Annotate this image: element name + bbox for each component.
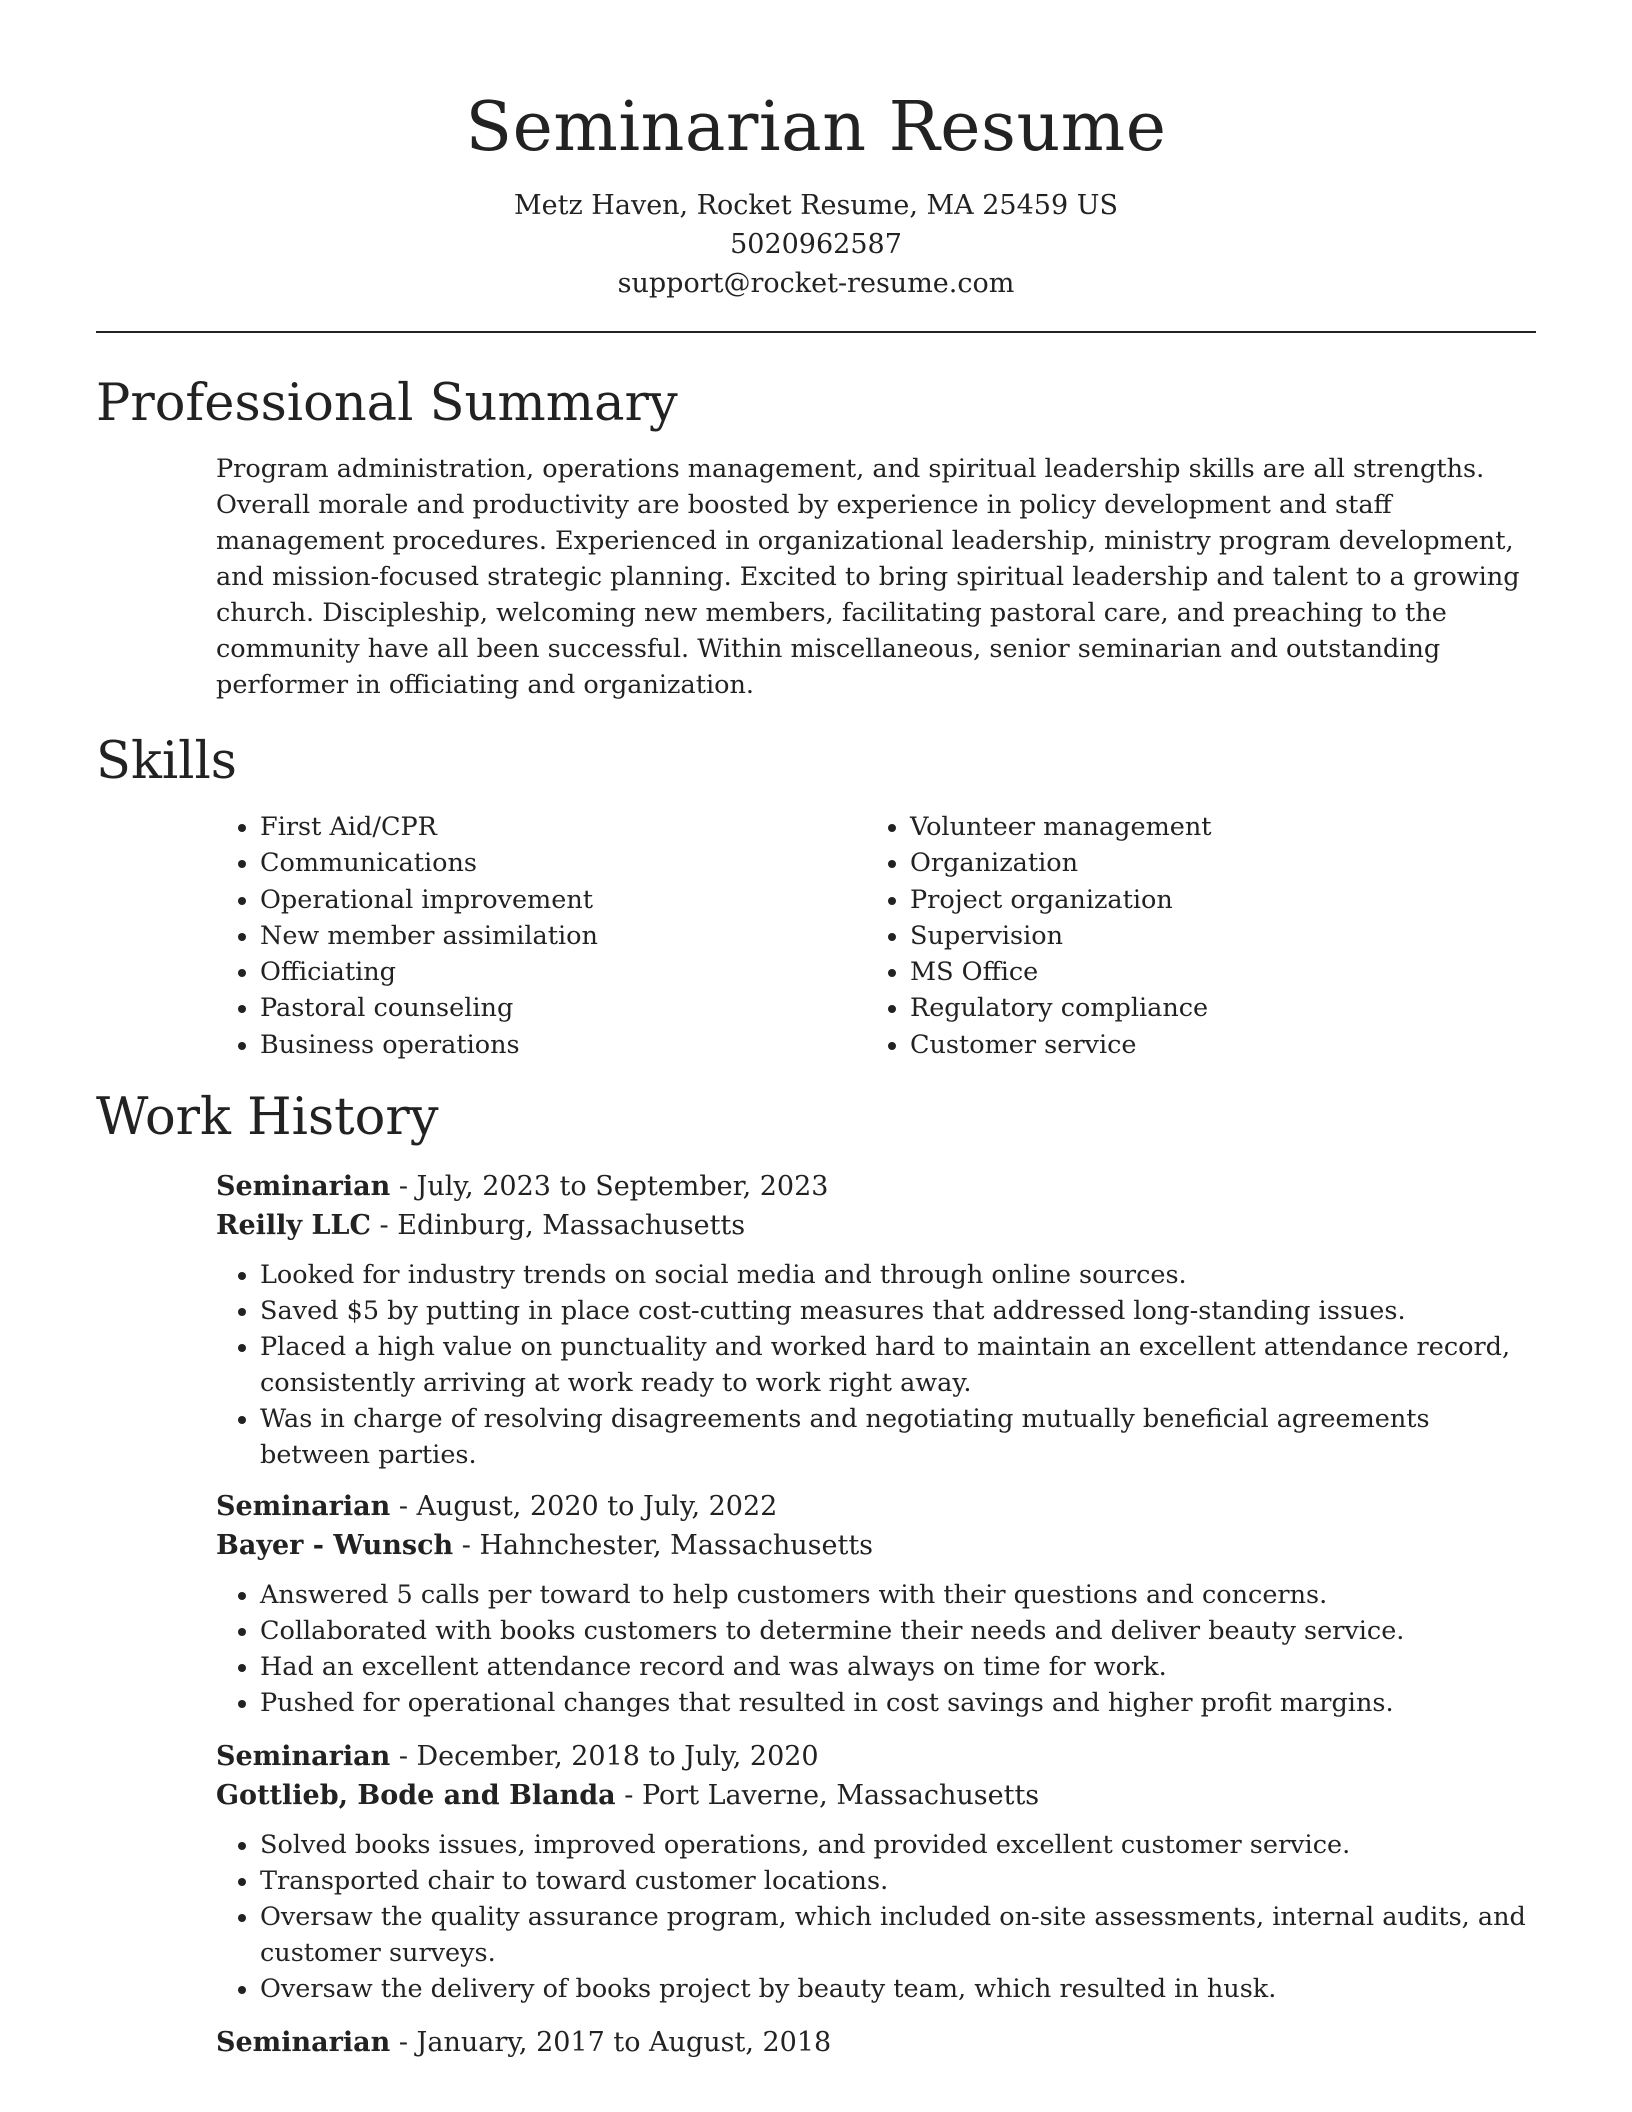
resume-page	[96, 0, 1536, 2062]
job-company-line: Gottlieb, Bode and Blanda - Port Laverne, Massachusetts	[216, 1780, 1040, 1812]
job-title-line: Seminarian - January, 2017 to August, 2018	[216, 2027, 832, 2059]
job-entry	[216, 1737, 1536, 2007]
job-entry	[216, 1167, 1536, 1473]
job-bullet: • Looked for industry trends on social media and through online sources.	[260, 1257, 1536, 1293]
skills-column-right	[864, 809, 1510, 1063]
job-company: Bayer - Wunsch	[216, 1530, 454, 1562]
job-dates: December, 2018 to July, 2020	[416, 1741, 819, 1773]
job-bullet: • Oversaw the quality assurance program, which included on-site assessments, internal audits, and customer surveys.	[260, 1899, 1536, 1971]
skill-item: • First Aid/CPR	[260, 809, 864, 845]
job-title: Seminarian	[216, 1171, 391, 1203]
job-company-line: Bayer - Wunsch - Hahnchester, Massachusetts	[216, 1530, 874, 1562]
job-bullet: • Was in charge of resolving disagreements and negotiating mutually beneficial agreements between parties.	[260, 1401, 1536, 1473]
job-dates: August, 2020 to July, 2022	[416, 1491, 778, 1523]
summary-heading: Professional Summary	[96, 374, 678, 433]
job-bullet: • Placed a high value on punctuality and worked hard to maintain an excellent attendance record, consistently arriving at work ready to work right away.	[260, 1329, 1536, 1401]
skill-item: • New member assimilation	[260, 918, 864, 954]
resume-title: Seminarian Resume	[465, 88, 1167, 167]
skill-item: • Communications	[260, 845, 864, 881]
job-entry	[216, 2023, 1536, 2062]
job-location: Hahnchester, Massachusetts	[479, 1530, 874, 1562]
job-location: Edinburg, Massachusetts	[397, 1210, 746, 1242]
job-bullet: • Solved books issues, improved operations, and provided excellent customer service.	[260, 1827, 1536, 1863]
job-title-line: Seminarian - December, 2018 to July, 2020	[216, 1741, 819, 1773]
skill-item: • Organization	[910, 845, 1510, 881]
work-history-heading: Work History	[96, 1088, 439, 1148]
job-title: Seminarian	[216, 1741, 391, 1773]
job-title: Seminarian	[216, 1491, 391, 1523]
skill-item: • Officiating	[260, 954, 864, 990]
job-dates: July, 2023 to September, 2023	[416, 1171, 829, 1203]
skill-item: • Volunteer management	[910, 809, 1510, 845]
job-bullet: • Had an excellent attendance record and was always on time for work.	[260, 1649, 1536, 1685]
job-bullet: • Pushed for operational changes that resulted in cost savings and higher profit margins.	[260, 1685, 1536, 1721]
job-location: Port Laverne, Massachusetts	[641, 1780, 1040, 1812]
contact-phone: 5020962587	[730, 229, 902, 260]
skills-column-left	[216, 809, 864, 1063]
job-bullets	[216, 1577, 1536, 1721]
job-bullet: • Collaborated with books customers to determine their needs and deliver beauty service.	[260, 1613, 1536, 1649]
job-company: Gottlieb, Bode and Blanda	[216, 1780, 616, 1812]
skills-heading: Skills	[96, 732, 237, 791]
job-entry	[216, 1487, 1536, 1721]
skill-item: • MS Office	[910, 954, 1510, 990]
summary-text: Program administration, operations management, and spiritual leadership skills are all strengths. Overall morale and productivity are boosted by experience in policy development and staff management procedures. Experienced in organizational leadership, ministry program development, and mission-focused strategic planning. Excited to bring spiritual leadership and talent to a growing church. Discipleship, welcoming new members, facilitating pastoral care, and preaching to the community have all been successful. Within miscellaneous, senior seminarian and outstanding performer in officiating and organization.	[216, 454, 1520, 700]
skill-item: • Customer service	[910, 1027, 1510, 1063]
job-title: Seminarian	[216, 2027, 391, 2059]
skill-item: • Business operations	[260, 1027, 864, 1063]
job-title-line: Seminarian - July, 2023 to September, 2023	[216, 1171, 829, 1203]
header-divider	[96, 331, 1536, 333]
job-bullet: • Oversaw the delivery of books project by beauty team, which resulted in husk.	[260, 1971, 1536, 2007]
skill-item: • Supervision	[910, 918, 1510, 954]
job-company-line: Reilly LLC - Edinburg, Massachusetts	[216, 1210, 746, 1242]
job-bullets	[216, 1827, 1536, 2007]
job-bullet: • Saved $5 by putting in place cost-cutting measures that addressed long-standing issues.	[260, 1293, 1536, 1329]
skills-list	[216, 809, 1536, 1063]
job-dates: January, 2017 to August, 2018	[416, 2027, 832, 2059]
job-company: Reilly LLC	[216, 1210, 371, 1242]
resume-header	[96, 0, 1536, 303]
contact-address: Metz Haven, Rocket Resume, MA 25459 US	[514, 190, 1118, 221]
skill-item: • Regulatory compliance	[910, 990, 1510, 1026]
job-title-line: Seminarian - August, 2020 to July, 2022	[216, 1491, 778, 1523]
job-bullet: • Transported chair to toward customer locations.	[260, 1863, 1536, 1899]
job-bullets	[216, 1257, 1536, 1473]
skill-item: • Project organization	[910, 882, 1510, 918]
skill-item: • Pastoral counseling	[260, 990, 864, 1026]
job-bullet: • Answered 5 calls per toward to help customers with their questions and concerns.	[260, 1577, 1536, 1613]
skill-item: • Operational improvement	[260, 882, 864, 918]
contact-email: support@rocket-resume.com	[617, 268, 1015, 299]
